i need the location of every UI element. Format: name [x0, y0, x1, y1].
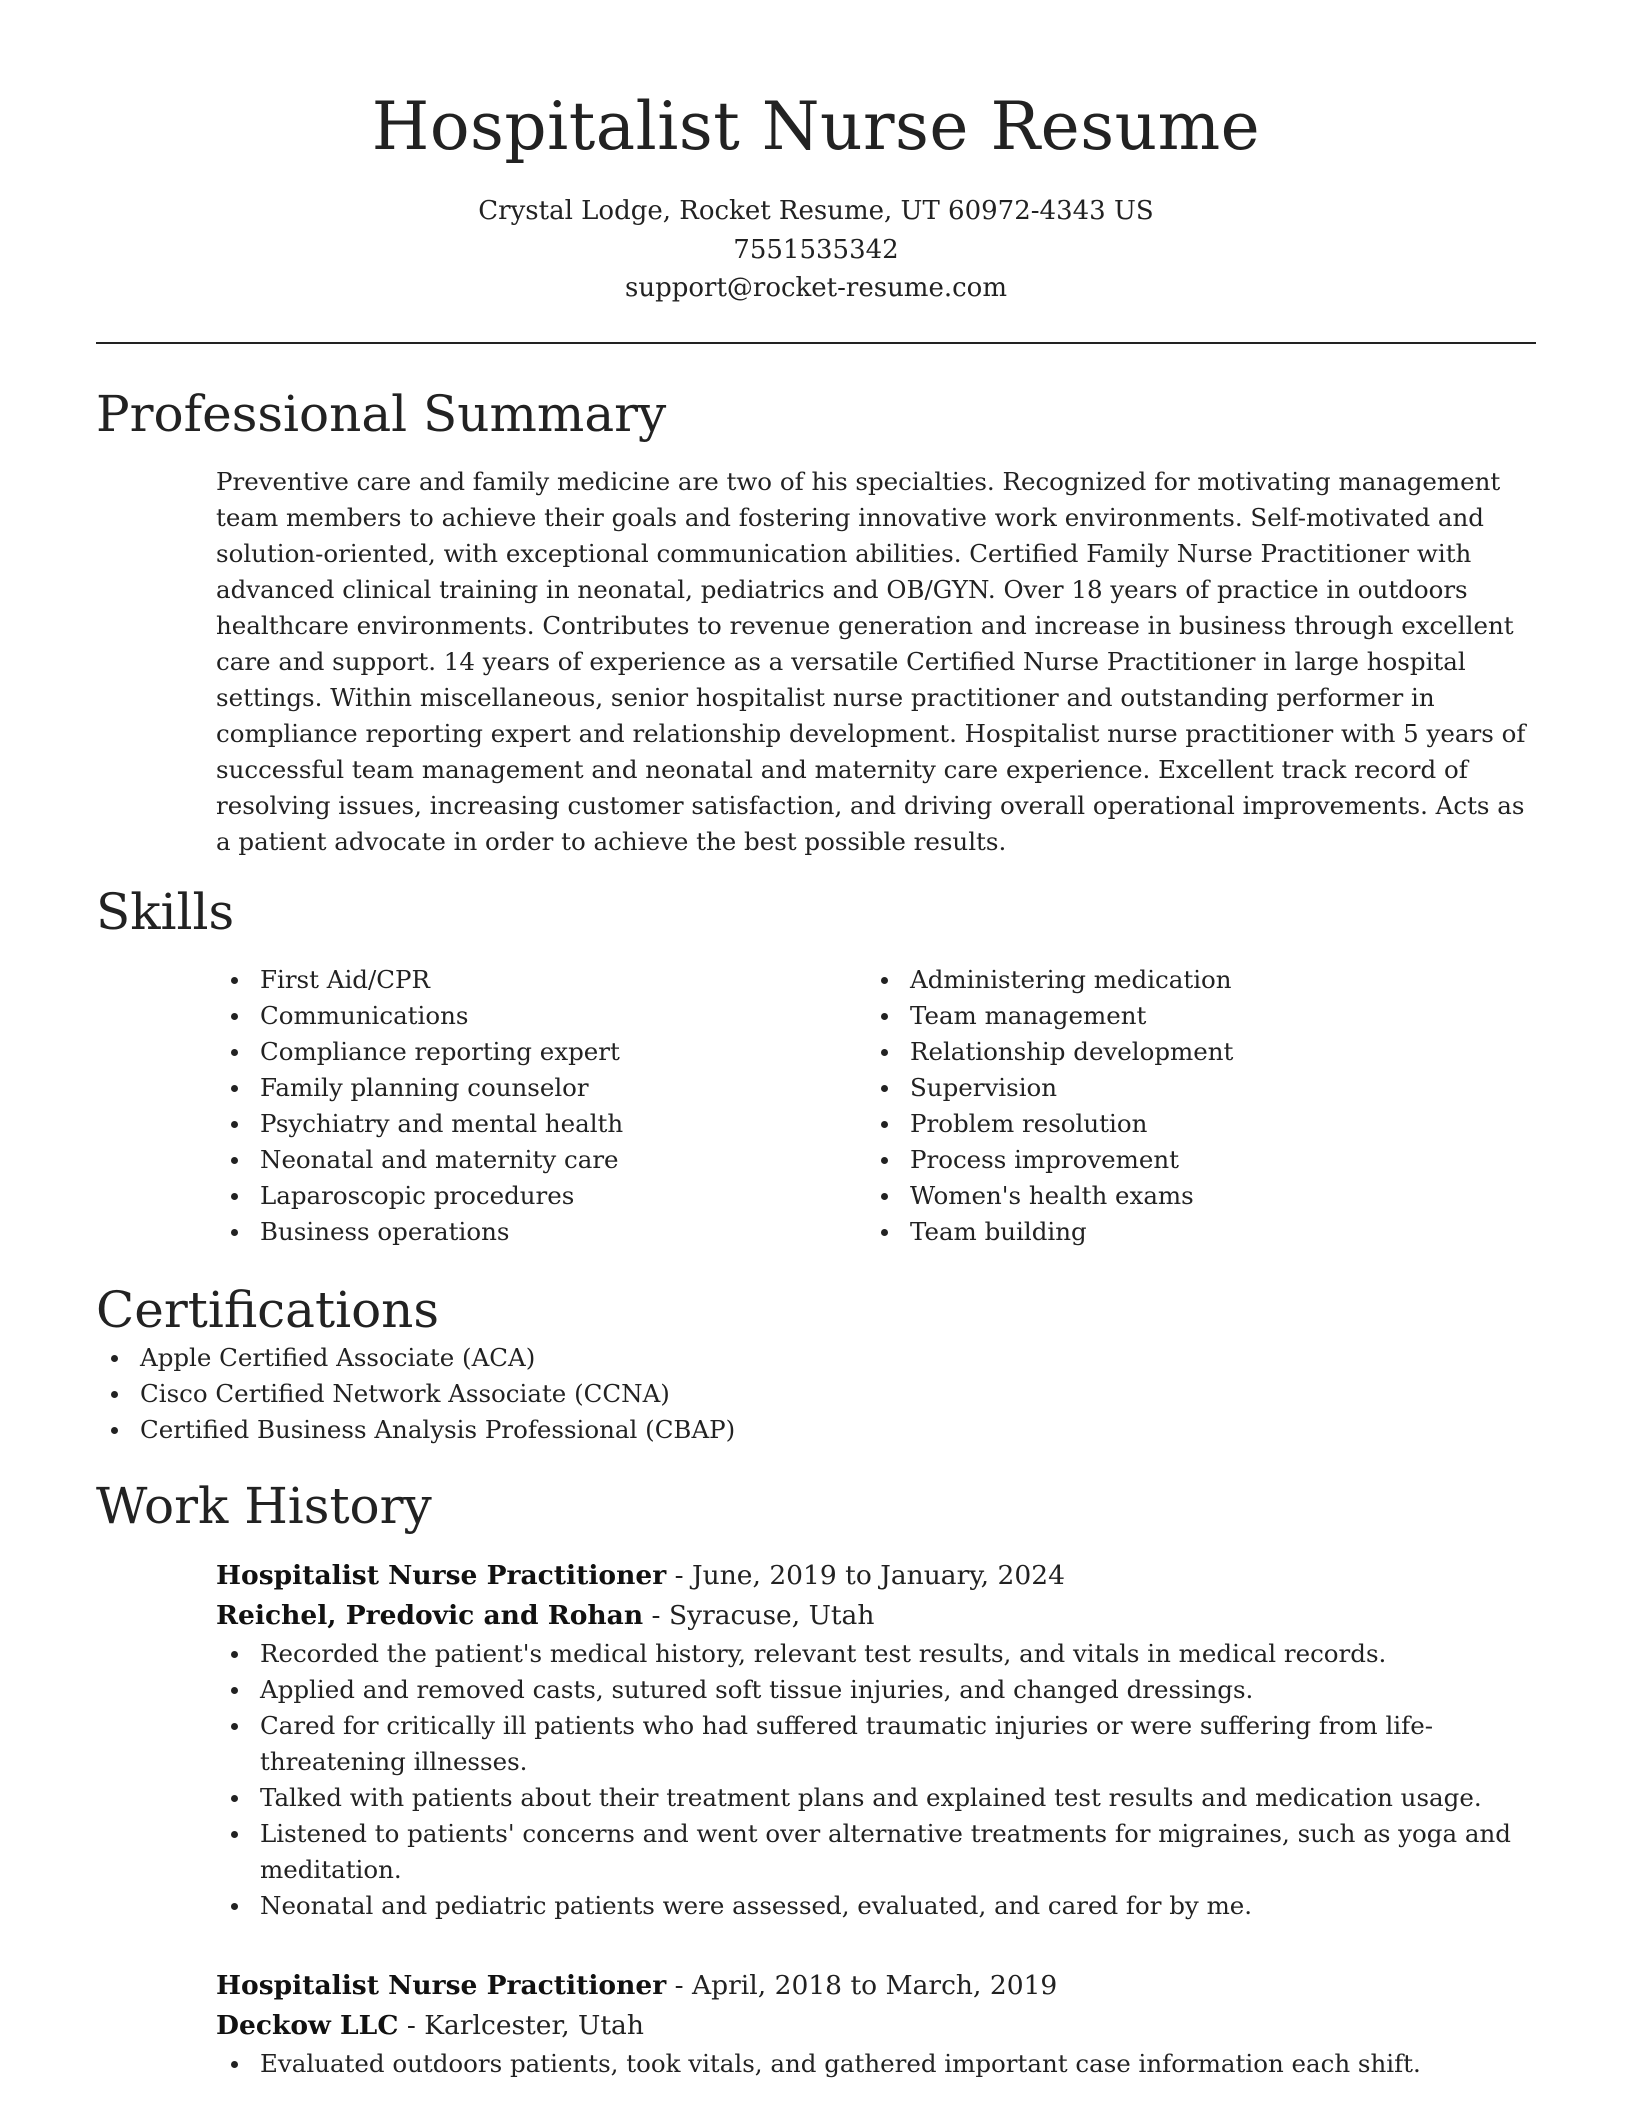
summary-text: Preventive care and family medicine are two of his specialties. Recognized for motivating management team members to achieve their goals and fostering innovative work environments. Self-motivated and solution-oriented, with exceptional communication abilities. Certified Family Nurse Practitioner with advanced clinical training in neonatal, pediatrics and OB/GYN. Over 18 years of practice in outdoors healthcare environments. Contributes to revenue generation and increase in business through excellent care and support. 14 years of experience as a versatile Certified Nurse Practitioner in large hospital settings. Within miscellaneous, senior hospitalist nurse practitioner and outstanding performer in compliance reporting expert and relationship development. Hospitalist nurse practitioner with 5 years of successful team management and neonatal and maternity care experience. Excellent track record of resolving issues, increasing customer satisfaction, and driving overall operational improvements. Acts as a patient advocate in order to achieve the best possible results. [216, 466, 1526, 856]
job-duty-item: Evaluated outdoors patients, took vitals, and gathered important case information each shift. [216, 2046, 1536, 2082]
skills-section [96, 882, 1536, 1250]
skills-heading: Skills [96, 882, 235, 941]
certifications-section [96, 1280, 1536, 1448]
skill-item: Neonatal and maternity care [216, 1142, 866, 1178]
skill-item: Family planning counselor [216, 1070, 866, 1106]
job-duty-item: Talked with patients about their treatment plans and explained test results and medication usage. [216, 1780, 1536, 1816]
skills-right-list [866, 962, 1516, 1250]
job-title-line [216, 1556, 1536, 1596]
skill-item: Administering medication [866, 962, 1516, 998]
certifications-heading: Certifications [96, 1280, 440, 1339]
job-dates-separator: - [674, 1969, 693, 2001]
contact-block [96, 192, 1536, 308]
skills-grid [216, 962, 1536, 1250]
summary-heading: Professional Summary [96, 384, 667, 443]
job-duty-item: Neonatal and pediatric patients were assessed, evaluated, and cared for by me. [216, 1888, 1536, 1924]
job-company: Reichel, Predovic and Rohan [216, 1599, 644, 1631]
resume-title: Hospitalist Nurse Resume [371, 88, 1261, 165]
skill-item: Laparoscopic procedures [216, 1178, 866, 1214]
job-entry [216, 1966, 1536, 2082]
certification-item: Certified Business Analysis Professional (CBAP) [96, 1412, 1536, 1448]
skill-item: Communications [216, 998, 866, 1034]
skill-item: Problem resolution [866, 1106, 1516, 1142]
work-history-section [96, 1476, 1536, 2082]
job-duty-item: Cared for critically ill patients who had suffered traumatic injuries or were suffering from life-threatening illnesses. [216, 1708, 1536, 1780]
resume-page [96, 0, 1536, 2082]
job-company: Deckow LLC [216, 2009, 399, 2041]
job-location: Syracuse, Utah [668, 1599, 875, 1631]
skill-item: Team management [866, 998, 1516, 1034]
job-dates: April, 2018 to March, 2019 [692, 1969, 1058, 2001]
job-duty-item: Listened to patients' concerns and went over alternative treatments for migraines, such as yoga and meditation. [216, 1816, 1536, 1888]
job-location-separator: - [651, 1599, 669, 1631]
skill-item: Relationship development [866, 1034, 1516, 1070]
skill-item: Team building [866, 1214, 1516, 1250]
skill-item: Compliance reporting expert [216, 1034, 866, 1070]
job-entry [216, 1556, 1536, 1924]
contact-email: support@rocket-resume.com [624, 273, 1007, 303]
job-company-line [216, 1596, 1536, 1636]
job-duty-item: Applied and removed casts, sutured soft tissue injuries, and changed dressings. [216, 1672, 1536, 1708]
skill-item: Business operations [216, 1214, 866, 1250]
job-duty-item: Recorded the patient's medical history, relevant test results, and vitals in medical records. [216, 1636, 1536, 1672]
skill-item: Process improvement [866, 1142, 1516, 1178]
certification-item: Apple Certified Associate (ACA) [96, 1340, 1536, 1376]
job-title: Hospitalist Nurse Practitioner [216, 1559, 667, 1591]
work-history-heading: Work History [96, 1476, 432, 1535]
job-location: Karlcester, Utah [424, 2009, 644, 2041]
skill-item: Supervision [866, 1070, 1516, 1106]
job-location-separator: - [406, 2009, 425, 2041]
job-company-line [216, 2006, 1536, 2046]
job-title-line [216, 1966, 1536, 2006]
skill-item: First Aid/CPR [216, 962, 866, 998]
job-title: Hospitalist Nurse Practitioner [216, 1969, 667, 2001]
certification-item: Cisco Certified Network Associate (CCNA) [96, 1376, 1536, 1412]
contact-address: Crystal Lodge, Rocket Resume, UT 60972-4343 US [478, 196, 1154, 226]
job-dates: June, 2019 to January, 2024 [692, 1559, 1065, 1591]
job-duties-list [216, 1636, 1536, 1924]
skill-item: Women's health exams [866, 1178, 1516, 1214]
contact-phone: 7551535342 [733, 234, 899, 265]
certifications-list [96, 1340, 1536, 1448]
summary-section [96, 384, 1536, 860]
job-dates-separator: - [674, 1559, 693, 1591]
skills-left-list [216, 962, 866, 1250]
job-duties-list [216, 2046, 1536, 2082]
header-divider [96, 342, 1536, 344]
skill-item: Psychiatry and mental health [216, 1106, 866, 1142]
